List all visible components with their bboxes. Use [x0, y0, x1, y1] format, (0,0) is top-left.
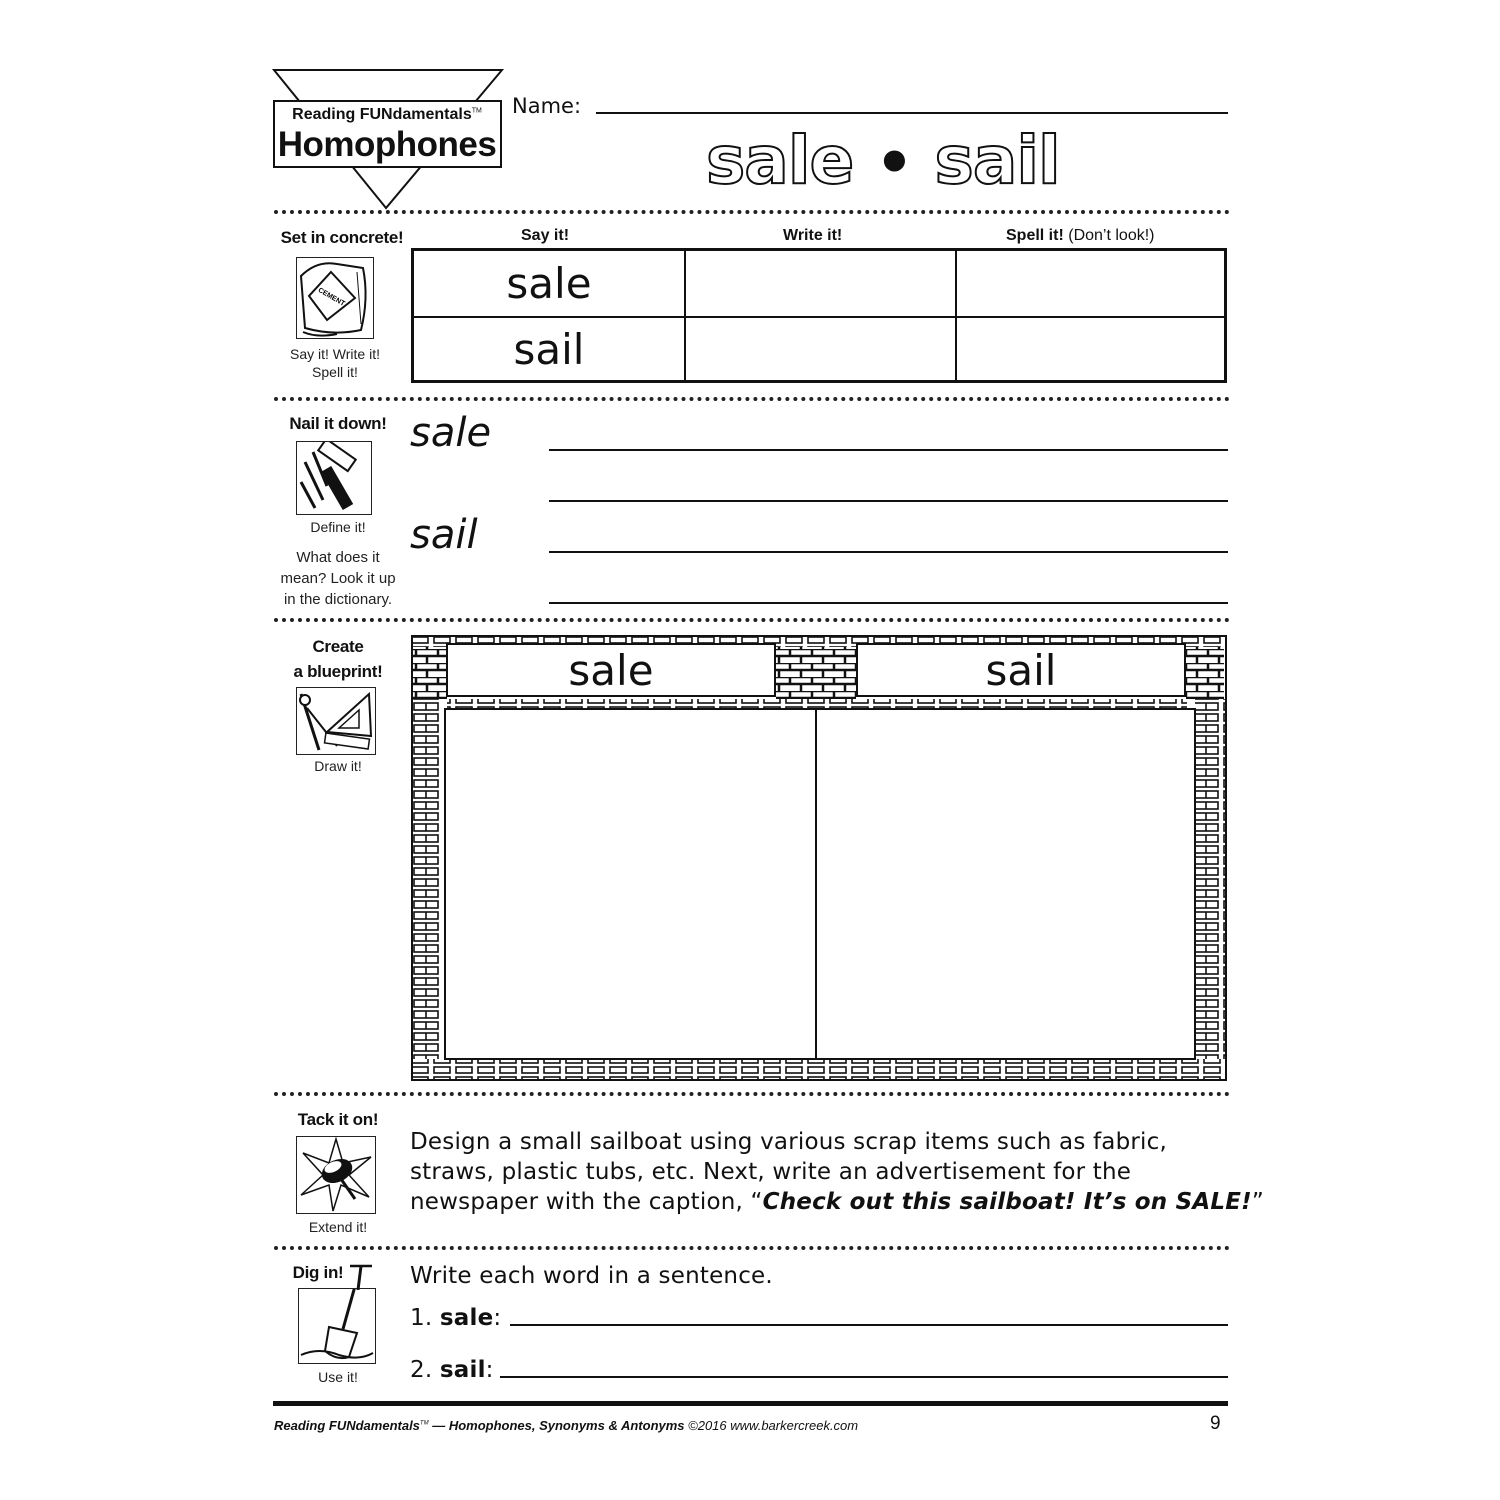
drawing-area-sail[interactable] — [818, 710, 1194, 1056]
footer-credit: Reading FUNdamentals™ — Homophones, Synonyms & Antonyms ©2016 www.barkercreek.com — [274, 1418, 859, 1433]
sentence-line-1[interactable] — [510, 1324, 1228, 1326]
say-cell-sail: sail — [414, 318, 686, 380]
series-title: Reading FUNdamentals™ — [292, 106, 482, 123]
col-header-write: Write it! — [783, 227, 843, 244]
define-word-sale: sale — [410, 410, 492, 456]
sentence-item-1: 1. sale: — [410, 1305, 502, 1331]
cement-bag-icon — [296, 257, 374, 339]
dig-caption: Use it! — [318, 1369, 358, 1385]
cement-label: CEMENT — [316, 286, 346, 308]
write-cell-sale[interactable] — [686, 251, 957, 318]
tack-title: Tack it on! — [297, 1110, 379, 1129]
define-line-sale-2[interactable] — [549, 500, 1228, 502]
name-label: Name: — [512, 94, 582, 118]
title-word-sail: sail — [934, 122, 1060, 199]
section-divider — [274, 397, 1230, 401]
spell-cell-sail[interactable] — [957, 318, 1224, 380]
col-header-spell: Spell it! (Don’t look!) — [1006, 227, 1155, 244]
blueprint-title: Create a blueprint! — [293, 637, 383, 681]
footer-rule — [273, 1401, 1228, 1406]
blueprint-caption: Draw it! — [314, 758, 362, 774]
hammer-nails-icon — [296, 441, 372, 515]
blueprint-label-sail: sail — [856, 643, 1186, 697]
title-bullet: • — [875, 128, 913, 198]
define-line-sale-1[interactable] — [549, 449, 1228, 451]
page-title — [706, 122, 1060, 199]
col-header-say: Say it! — [521, 227, 570, 244]
drawing-area-sale[interactable] — [447, 710, 813, 1056]
nail-note: What does it mean? Look it up in the dictionary. — [280, 549, 396, 608]
dig-instruction: Write each word in a sentence. — [410, 1263, 773, 1289]
shovel-icon — [298, 1288, 376, 1364]
section-divider — [274, 1092, 1230, 1096]
section-divider — [274, 1246, 1230, 1250]
sentence-line-2[interactable] — [500, 1376, 1228, 1378]
define-word-sail: sail — [410, 512, 478, 558]
define-line-sail-2[interactable] — [549, 602, 1228, 604]
tack-caption: Extend it! — [308, 1219, 368, 1235]
tack-instructions: Design a small sailboat using various scrap items such as fabric, straws, plastic tubs, etc. Next, write an advertisement for the newspaper with the caption, “Check out this sailboat! It’s on SALE!” — [410, 1129, 1264, 1215]
ad-caption: Check out this sailboat! It’s on SALE! — [762, 1189, 1252, 1215]
section-divider — [274, 210, 1230, 214]
sentence-item-2: 2. sail: — [410, 1357, 494, 1383]
nail-title: Nail it down! — [289, 414, 387, 433]
nail-caption: Define it! — [310, 519, 366, 535]
define-line-sail-1[interactable] — [549, 551, 1228, 553]
say-cell-sale: sale — [414, 251, 686, 318]
dig-title: Dig in! — [292, 1263, 344, 1282]
thumbtack-icon — [296, 1136, 376, 1214]
page-number: 9 — [1210, 1413, 1221, 1434]
concrete-caption: Say it! Write it! Spell it! — [290, 346, 380, 380]
spell-cell-sale[interactable] — [957, 251, 1224, 318]
section-divider — [274, 618, 1230, 622]
blueprint-label-sale: sale — [446, 643, 776, 697]
drafting-tools-icon — [296, 687, 376, 755]
name-field[interactable] — [596, 112, 1228, 114]
say-write-spell-table — [411, 248, 1227, 383]
write-cell-sail[interactable] — [686, 318, 957, 380]
title-word-sale: sale — [706, 122, 854, 199]
concrete-title: Set in concrete! — [280, 228, 404, 247]
topic-title: Homophones — [277, 125, 497, 164]
shovel-handle — [346, 1260, 376, 1290]
